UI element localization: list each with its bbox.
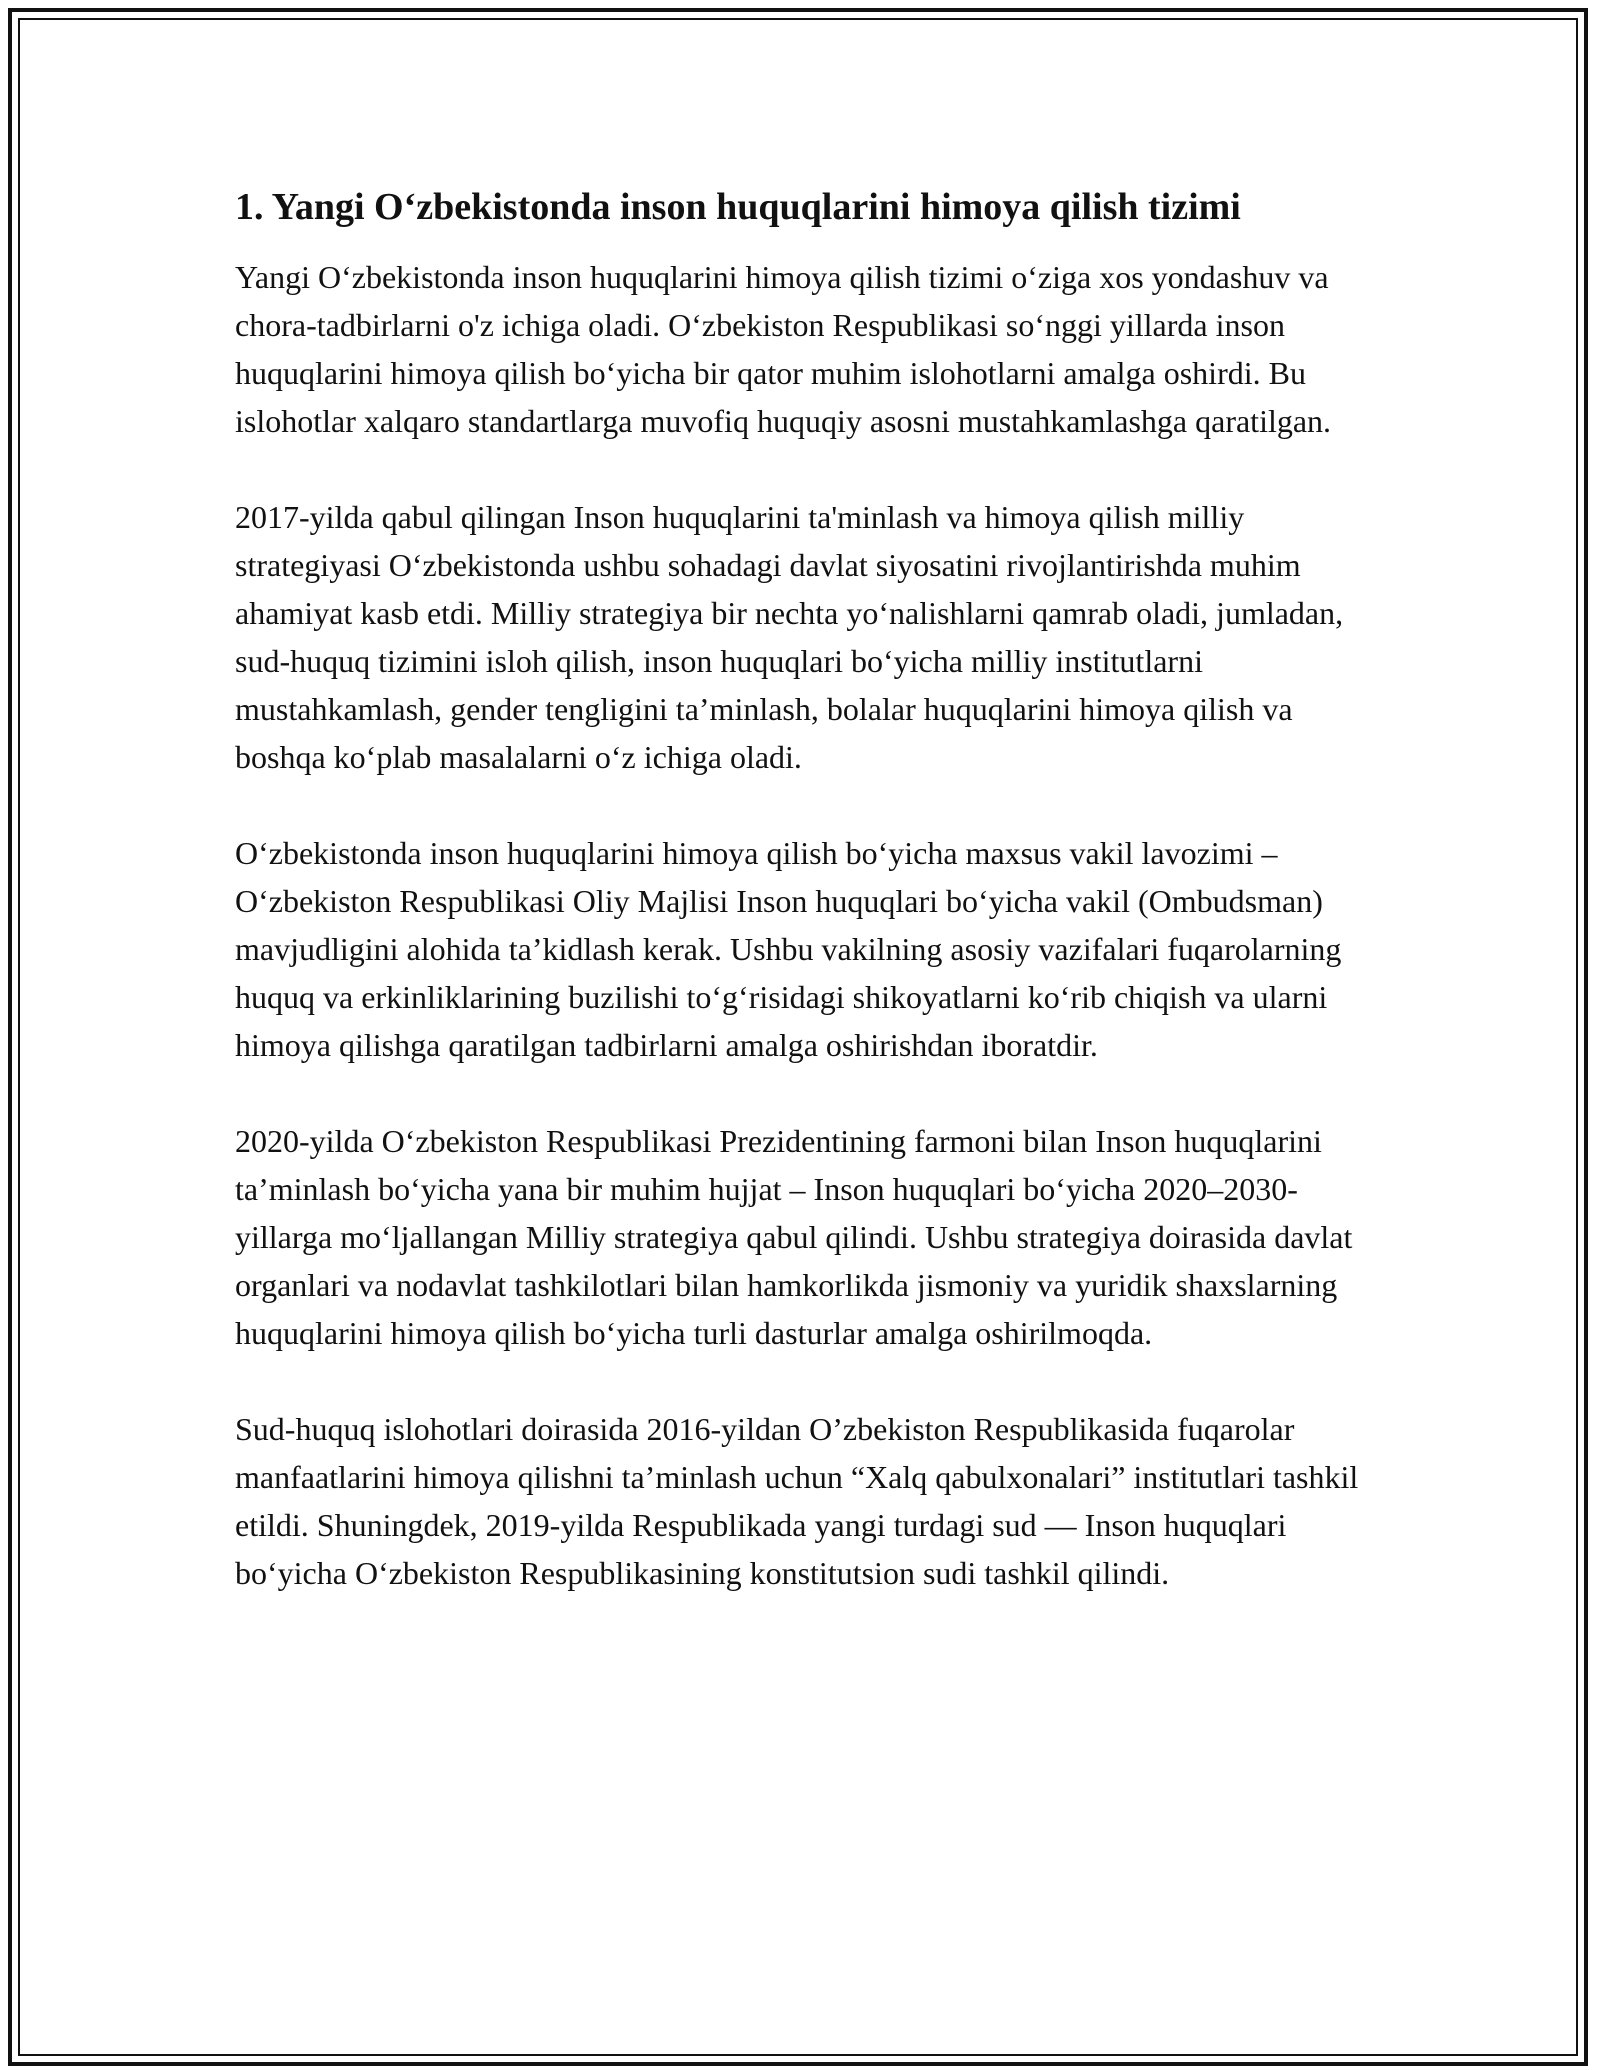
paragraph-4: 2020-yilda O‘zbekiston Respublikasi Prezidentining farmoni bilan Inson huquqlarini ta’minlash bo‘yicha yana bir muhim hujjat – Inson huquqlari bo‘yicha 2020–2030-yillarga mo‘ljallangan Milliy strategiya qabul qilindi. Ushbu strategiya doirasida davlat organlari va nodavlat tashkilotlari bilan hamkorlikda jismoniy va yuridik shaxslarning huquqlarini himoya qilish bo‘yicha turli dasturlar amalga oshirilmoqda. — [235, 1122, 1353, 1351]
paragraph-5: Sud-huquq islohotlari doirasida 2016-yildan O’zbekiston Respublikasida fuqarolar manfaatlarini himoya qilishni ta’minlash uchun “Xalq qabulxonalari” institutlari tashkil etildi. Shuningdek, 2019-yilda Respublikada yangi turdagi sud — Inson huquqlari bo‘yicha O‘zbekiston Respublikasining konstitutsion sudi tashkil qilindi. — [235, 1410, 1359, 1591]
paragraph-3: O‘zbekistonda inson huquqlarini himoya qilish bo‘yicha maxsus vakil lavozimi – O‘zbekiston Respublikasi Oliy Majlisi Inson huquqlari bo‘yicha vakil (Ombudsman) mavjudligini alohida ta’kidlash kerak. Ushbu vakilning asosiy vazifalari fuqarolarning huquq va erkinliklarining buzilishi to‘g‘risidagi shikoyatlarni ko‘rib chiqish va ularni himoya qilishga qaratilgan tadbirlarni amalga oshirishdan iboratdir. — [235, 834, 1342, 1063]
paragraph-2: 2017-yilda qabul qilingan Inson huquqlarini ta'minlash va himoya qilish milliy strategiyasi O‘zbekistonda ushbu sohadagi davlat siyosatini rivojlantirishda muhim ahamiyat kasb etdi. Milliy strategiya bir nechta yo‘nalishlarni qamrab oladi, jumladan, sud-huquq tizimini isloh qilish, inson huquqlari bo‘yicha milliy institutlarni mustahkamlash, gender tengligini ta’minlash, bolalar huquqlarini himoya qilish va boshqa ko‘plab masalalarni o‘z ichiga oladi. — [235, 498, 1344, 775]
paragraph-1: Yangi O‘zbekistonda inson huquqlarini himoya qilish tizimi o‘ziga xos yondashuv va chora-tadbirlarni o'z ichiga oladi. O‘zbekiston Respublikasi so‘nggi yillarda inson huquqlarini himoya qilish bo‘yicha bir qator muhim islohotlarni amalga oshirdi. Bu islohotlar xalqaro standartlarga muvofiq huquqiy asosni mustahkamlashga qaratilgan. — [235, 258, 1332, 439]
section-heading: 1. Yangi O‘zbekistonda inson huquqlarini himoya qilish tizimi — [235, 186, 1241, 228]
document-body — [235, 185, 1385, 1645]
